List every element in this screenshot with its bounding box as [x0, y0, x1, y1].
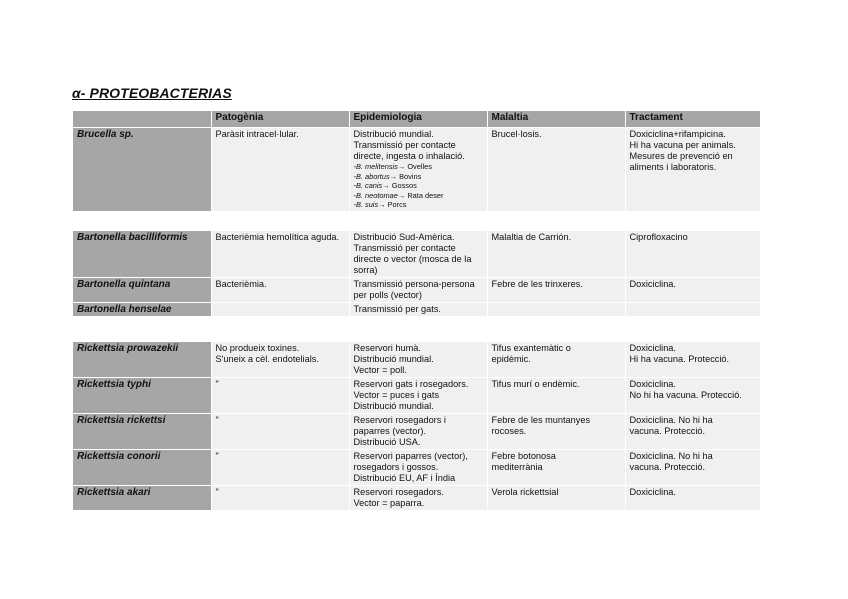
disease-cell: Tifus murí o endèmic.: [487, 378, 625, 414]
epidemiology-line: Distribució mundial.: [353, 401, 434, 411]
treatment-cell: Doxiciclina.: [625, 486, 760, 511]
epidemiology-cell: [349, 414, 487, 450]
disease-cell: [487, 303, 625, 317]
epidemiology-line: Reservori paparres (vector),: [353, 451, 468, 461]
epidemiology-line: Distribució EU, AF i Índia: [353, 473, 456, 483]
epidemiology-line: Distribució USA.: [353, 437, 421, 447]
table-row: [73, 231, 760, 278]
epidemiology-line: Vector = paparra.: [353, 498, 425, 508]
epidemiology-line: Distribució mundial.: [353, 354, 434, 364]
bartonella-table: [73, 231, 761, 317]
treatment-line: vacuna. Protecció.: [629, 426, 706, 436]
organism-name: Rickettsia rickettsi: [73, 414, 211, 450]
treatment-cell: [625, 303, 760, 317]
pathogenesis-cell: Bacterièmia hemolítica aguda.: [211, 231, 349, 278]
epidemiology-line: Reservori gats i rosegadors.: [353, 379, 469, 389]
disease-cell: Brucel·losis.: [487, 128, 625, 212]
table-row: [73, 128, 760, 212]
page-title: α- PROTEOBACTERIAS: [72, 85, 232, 101]
pathogenesis-cell: [211, 342, 349, 378]
treatment-cell: Ciprofloxacino: [625, 231, 760, 278]
treatment-cell: [625, 342, 760, 378]
pathogenesis-line: No produeix toxines.: [215, 343, 300, 353]
header-row: [73, 111, 760, 128]
species-line: -B. abortus→ Bovins: [353, 171, 422, 181]
disease-line: Tifus exantemàtic o: [491, 343, 571, 353]
organism-name: Bartonella quintana: [73, 278, 211, 303]
treatment-line: Hi ha vacuna. Protecció.: [629, 354, 730, 364]
species-line: -B. canis→ Gossos: [353, 181, 417, 190]
disease-line: Febre botonosa: [491, 451, 556, 461]
treatment-line: Doxiciclina. No hi ha: [629, 415, 713, 425]
table-row: [73, 342, 760, 378]
header-disease: Malaltia: [487, 111, 625, 128]
organism-name: Brucella sp.: [73, 128, 211, 212]
treatment-line: Doxiciclina+rifampicina.: [629, 129, 726, 139]
organism-name: Bartonella henselae: [73, 303, 211, 317]
table-row: [73, 378, 760, 414]
treatment-line: No hi ha vacuna. Protecció.: [629, 390, 742, 400]
epidemiology-cell: [349, 378, 487, 414]
pathogenesis-cell: Paràsit intracel·lular.: [211, 128, 349, 212]
epidemiology-cell: [349, 342, 487, 378]
header-pathogenesis: Patogènia: [211, 111, 349, 128]
epidemiology-line: Reservori rosegadors.: [353, 487, 444, 497]
epidemiology-line: Vector = puces i gats: [353, 390, 440, 400]
organism-name: Rickettsia akari: [73, 486, 211, 511]
table-row: [73, 303, 760, 317]
species-line: -B. melitensis→ Ovelles: [353, 162, 432, 171]
species-line: -B. neotomae→ Rata deser: [353, 190, 444, 200]
treatment-line: Doxiciclina.: [629, 343, 676, 353]
pathogenesis-cell: ": [211, 486, 349, 511]
epidemiology-line: rosegadors i gossos.: [353, 462, 439, 472]
disease-cell: Febre de les trinxeres.: [487, 278, 625, 303]
brucella-table: [73, 111, 761, 212]
epidemiology-line: Transmissió per contacte directe, ingesta o inhalació.: [353, 140, 465, 161]
header-epidemiology: Epidemiologia: [349, 111, 487, 128]
disease-cell: [487, 342, 625, 378]
organism-name: Rickettsia prowazekii: [73, 342, 211, 378]
disease-line: Febre de les muntanyes: [491, 415, 591, 425]
epidemiology-line: paparres (vector).: [353, 426, 427, 436]
epidemiology-cell: Transmissió per gats.: [349, 303, 487, 317]
epidemiology-cell: [349, 128, 487, 212]
table-row: [73, 450, 760, 486]
epidemiology-cell: Distribució Sud-Amèrica. Transmissió per contacte directe o vector (mosca de la sorra): [349, 231, 487, 278]
disease-cell: [487, 450, 625, 486]
pathogenesis-cell: ": [211, 450, 349, 486]
treatment-line: Doxiciclina. No hi ha: [629, 451, 713, 461]
table-row: [73, 278, 760, 303]
header-empty: [73, 111, 211, 128]
epidemiology-line: Reservori rosegadors i: [353, 415, 446, 425]
disease-line: rocoses.: [491, 426, 527, 436]
treatment-cell: [625, 378, 760, 414]
disease-cell: Verola rickettsial: [487, 486, 625, 511]
species-line: -B. suis→ Porcs: [353, 200, 407, 209]
treatment-line: vacuna. Protecció.: [629, 462, 706, 472]
treatment-line: Doxiciclina.: [629, 379, 676, 389]
table-row: [73, 486, 760, 511]
pathogenesis-line: S'uneix a cèl. endotelials.: [215, 354, 319, 364]
epidemiology-line: Vector = poll.: [353, 365, 407, 375]
epidemiology-cell: [349, 486, 487, 511]
disease-cell: Malaltia de Carrión.: [487, 231, 625, 278]
rickettsia-table: [73, 342, 761, 511]
disease-line: mediterrània: [491, 462, 543, 472]
treatment-cell: Doxiciclina.: [625, 278, 760, 303]
disease-line: epidèmic.: [491, 354, 531, 364]
epidemiology-cell: Transmissió persona-persona per polls (vector): [349, 278, 487, 303]
pathogenesis-cell: [211, 303, 349, 317]
organism-name: Rickettsia conorii: [73, 450, 211, 486]
pathogenesis-cell: ": [211, 414, 349, 450]
treatment-cell: [625, 414, 760, 450]
organism-name: Rickettsia typhi: [73, 378, 211, 414]
pathogenesis-cell: Bacterièmia.: [211, 278, 349, 303]
treatment-line: Mesures de prevenció en aliments i laboratoris.: [629, 151, 733, 172]
organism-name: Bartonella bacilliformis: [73, 231, 211, 278]
epidemiology-line: Distribució mundial.: [353, 129, 434, 139]
treatment-cell: [625, 450, 760, 486]
disease-cell: [487, 414, 625, 450]
epidemiology-cell: [349, 450, 487, 486]
table-row: [73, 414, 760, 450]
epidemiology-line: Reservori humà.: [353, 343, 421, 353]
treatment-cell: [625, 128, 760, 212]
treatment-line: Hi ha vacuna per animals.: [629, 140, 736, 150]
header-treatment: Tractament: [625, 111, 760, 128]
pathogenesis-cell: ": [211, 378, 349, 414]
